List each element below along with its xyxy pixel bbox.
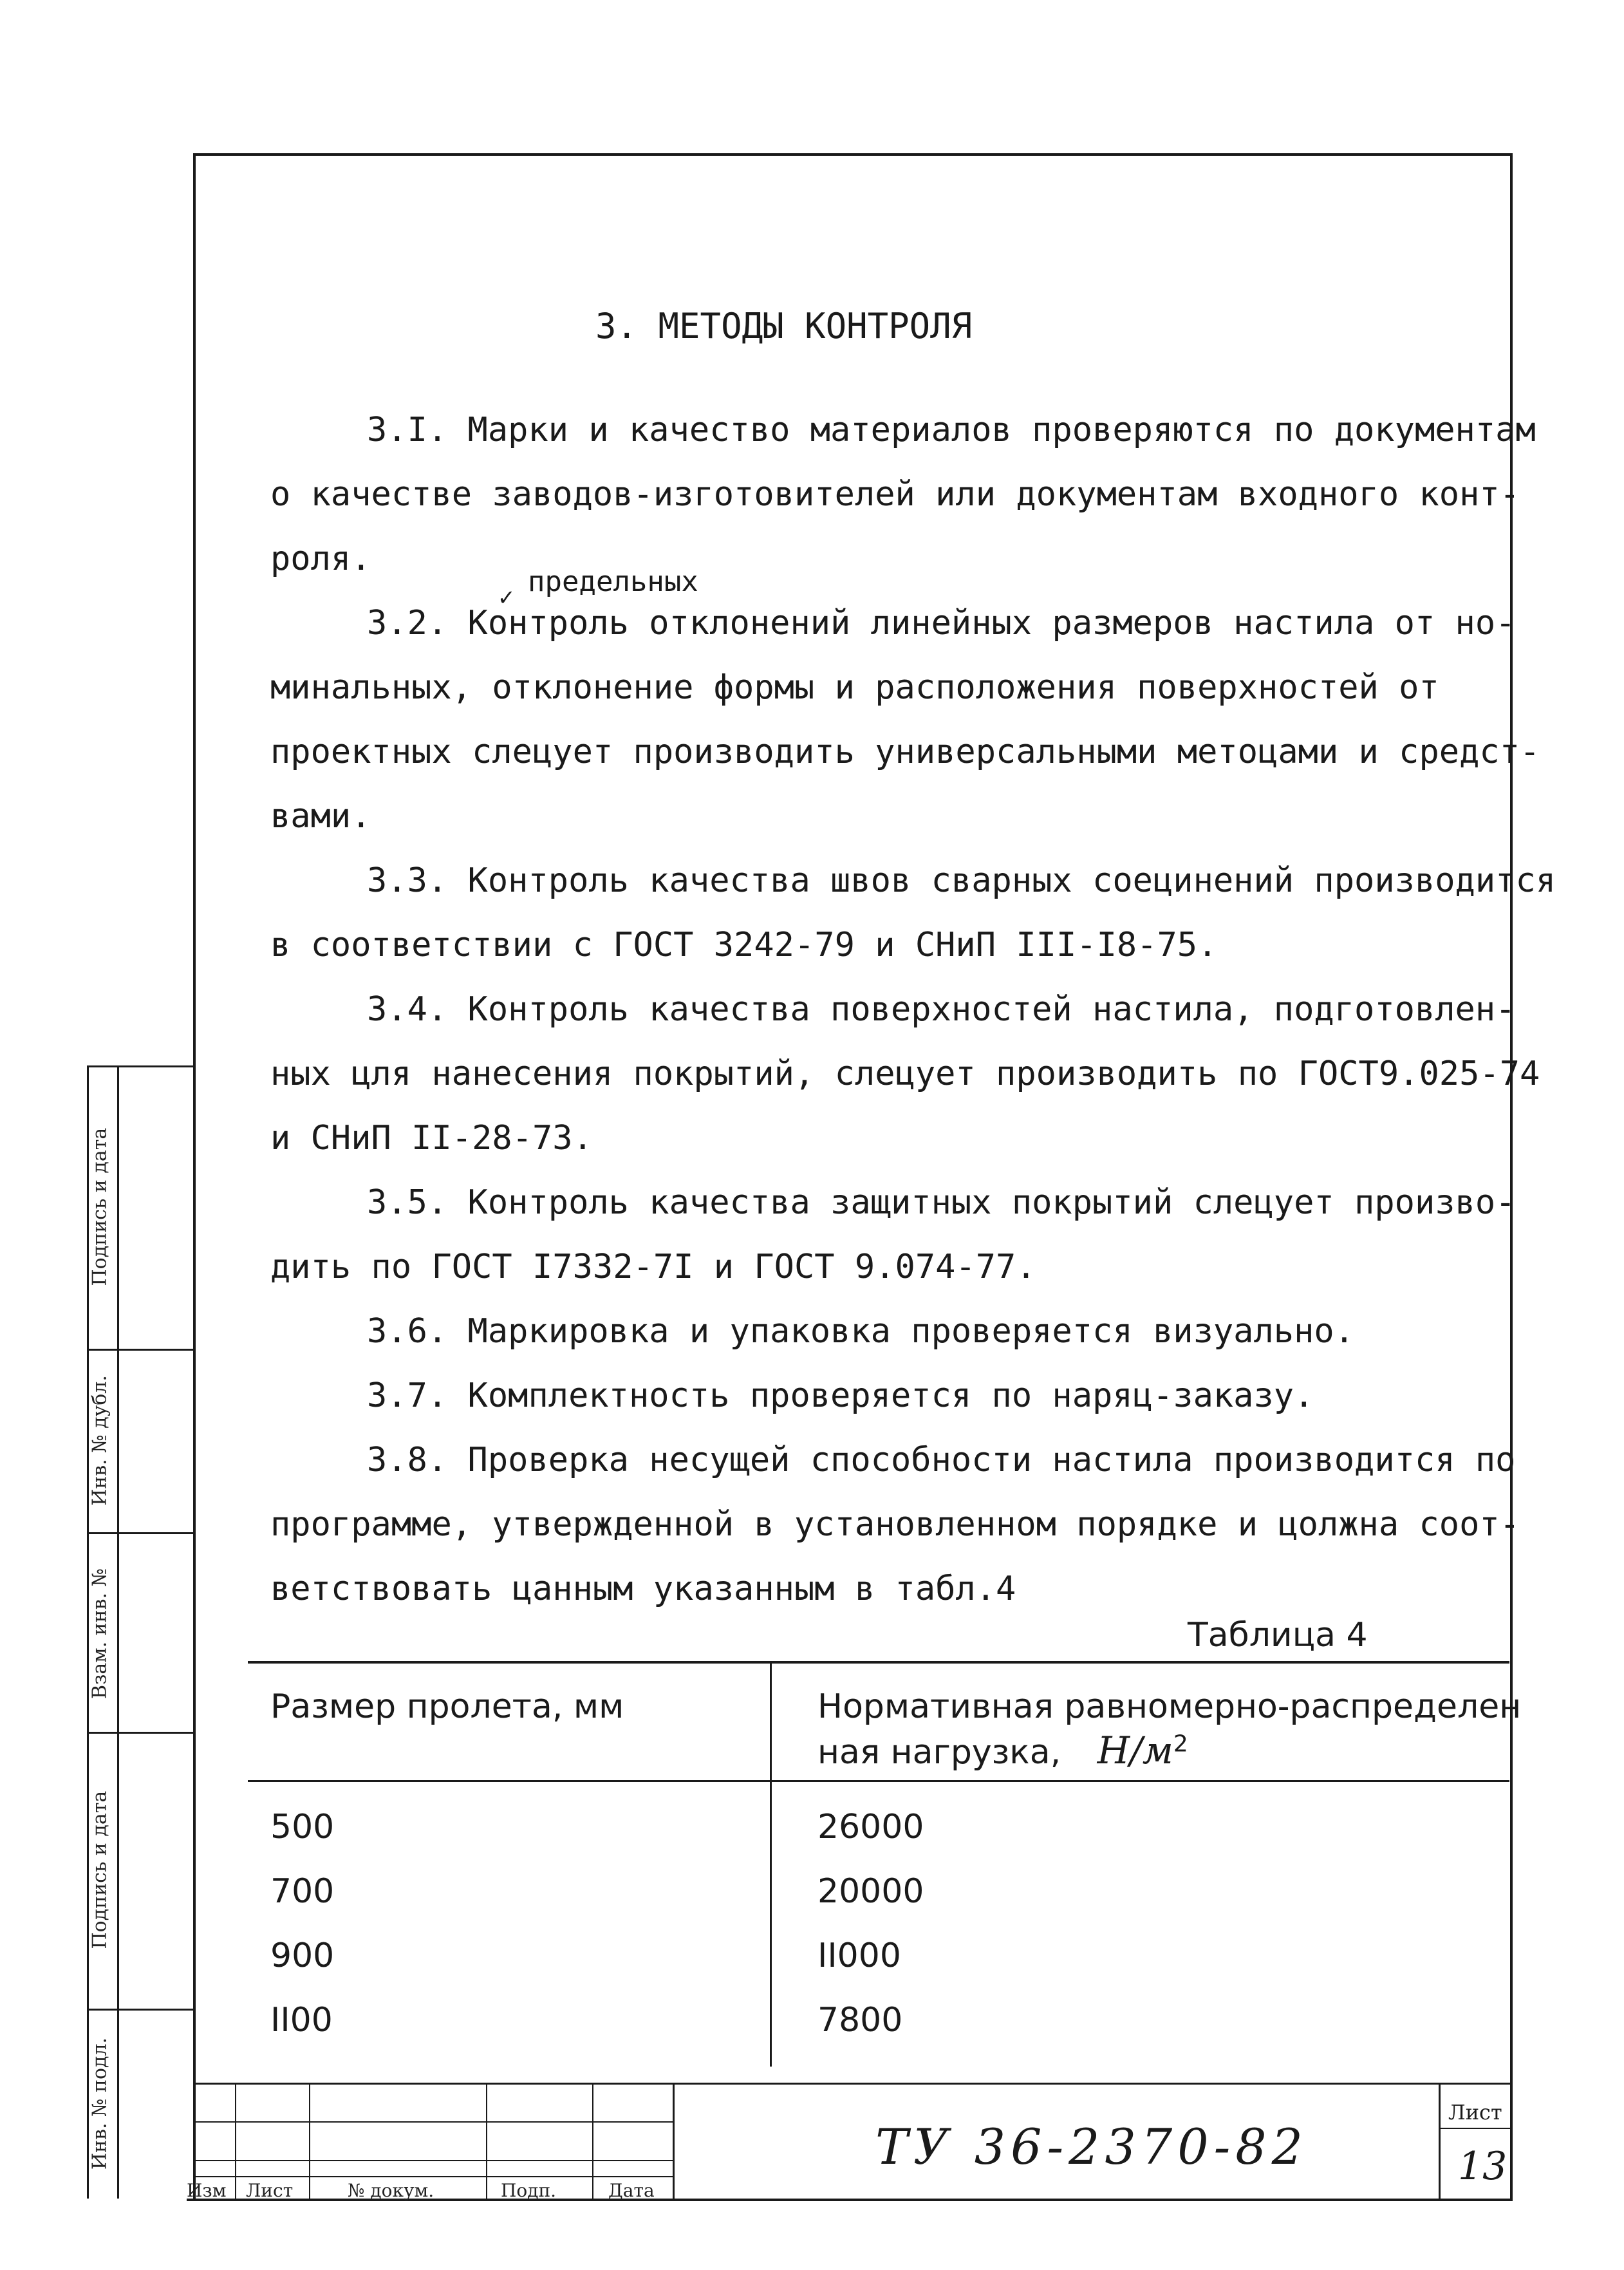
text-line: минальных, отклонение формы и расположения поверхностей от <box>270 668 1439 707</box>
text-line: 3.2. Контроль отклонений линейных размеров настила от но- <box>367 604 1516 643</box>
side-strip-mid-rule <box>117 1065 119 2199</box>
table-column-divider <box>770 1661 772 2067</box>
sheet-label: Лист <box>1448 2100 1502 2125</box>
table-cell-span: 700 <box>270 1872 335 1911</box>
title-block-col-rule <box>673 2083 675 2199</box>
table-cell-load: 26000 <box>817 1808 924 1846</box>
side-label-signature-date: Подпись и дата <box>88 1127 111 1286</box>
table-header-load-line2 <box>817 1729 1188 1772</box>
table-header-load-text: ная нагрузка, <box>817 1733 1061 1772</box>
frame-left-border <box>193 153 196 2200</box>
text-line: 3.6. Маркировка и упаковка проверяется визуально. <box>367 1312 1355 1351</box>
section-title: 3. МЕТОДЫ КОНТРОЛЯ <box>595 306 973 346</box>
title-block-label-sheet: Лист <box>246 2180 294 2201</box>
handwritten-insertion: предельных <box>528 565 698 598</box>
text-line: роля. <box>270 539 371 578</box>
text-line: ветствовать цанным указанным в табл.4 <box>270 1570 1016 1608</box>
text-line: 3.5. Контроль качества защитных покрытий слецует произво- <box>367 1183 1516 1222</box>
table-cell-span: II00 <box>270 2001 333 2040</box>
title-block-label-signature: Подп. <box>501 2180 557 2201</box>
title-block-label-date: Дата <box>608 2180 655 2201</box>
side-strip-rule <box>87 1532 193 1534</box>
frame-right-border <box>1510 153 1513 2200</box>
title-block-sheet-divider <box>1439 2083 1441 2199</box>
text-line: 3.4. Контроль качества поверхностей настила, подготовлен- <box>367 990 1516 1029</box>
text-line: вами. <box>270 797 371 836</box>
table-caption: Таблица 4 <box>1188 1616 1368 1655</box>
title-block-label-doc-number: № докум. <box>348 2180 434 2201</box>
side-label-replace-inventory: Взам. инв. № <box>88 1568 111 1700</box>
text-line: 3.I. Марки и качество материалов проверяются по документам <box>367 411 1536 449</box>
title-block-top-rule <box>193 2083 1513 2085</box>
table-cell-load: 7800 <box>817 2001 903 2040</box>
title-block-col-rule <box>592 2083 593 2199</box>
table-header-span: Размер пролета, мм <box>270 1687 624 1726</box>
table-header-load-line1: Нормативная равномерно-распределен <box>817 1687 1522 1726</box>
text-line: 3.3. Контроль качества швов сварных соецинений производится <box>367 861 1556 900</box>
title-block-col-rule <box>486 2083 487 2199</box>
text-line: 3.8. Проверка несущей способности настила производится по <box>367 1441 1516 1479</box>
text-line: программе, утвержденной в установленном порядке и цолжна соот- <box>270 1505 1520 1544</box>
title-block-sheet-rule <box>1439 2128 1513 2129</box>
sheet-number: 13 <box>1458 2144 1507 2189</box>
table-cell-load: 20000 <box>817 1872 924 1911</box>
side-strip-rule <box>87 1349 193 1351</box>
table-top-rule <box>248 1661 1509 1664</box>
side-label-dup-inventory: Инв. № дубл. <box>88 1375 111 1506</box>
table-header-rule <box>248 1780 1509 1782</box>
frame-top-border <box>193 153 1513 156</box>
table-header-unit: Н/м <box>1097 1729 1173 1772</box>
side-label-signature-date: Подпись и дата <box>88 1790 111 1949</box>
text-line: 3.7. Комплектность проверяется по наряц-заказу. <box>367 1376 1314 1415</box>
table-cell-span: 900 <box>270 1937 335 1975</box>
title-block-rule <box>193 2121 673 2123</box>
side-strip-rule <box>87 2009 193 2011</box>
title-block-label-rule <box>193 2176 673 2177</box>
title-block-col-rule <box>309 2083 310 2199</box>
text-line: проектных слецует производить универсальными метоцами и средст- <box>270 733 1540 771</box>
text-line: в соответствии с ГОСТ 3242-79 и СНиП III-I8-75. <box>270 926 1218 964</box>
side-label-original-inventory: Инв. № подл. <box>88 2037 111 2170</box>
document-code: ТУ 36-2370-82 <box>875 2118 1308 2175</box>
text-line: и СНиП II-28-73. <box>270 1119 593 1158</box>
table-cell-load: II000 <box>817 1937 901 1975</box>
table-cell-span: 500 <box>270 1808 335 1846</box>
text-line: дить по ГОСТ I7332-7I и ГОСТ 9.074-77. <box>270 1248 1036 1286</box>
title-block-label-change: Изм <box>187 2180 227 2201</box>
table-header-unit-exponent: 2 <box>1173 1731 1188 1758</box>
text-line: о качестве заводов-изготовителей или документам входного конт- <box>270 475 1520 514</box>
text-line: ных цля нанесения покрытий, слецует производить по ГОСТ9.025-74 <box>270 1055 1540 1093</box>
title-block-rule <box>193 2160 673 2161</box>
insertion-caret-mark: ✓ <box>499 583 514 611</box>
side-strip-rule <box>87 1065 193 1067</box>
side-strip-rule <box>87 1732 193 1734</box>
title-block-col-rule <box>235 2083 236 2199</box>
